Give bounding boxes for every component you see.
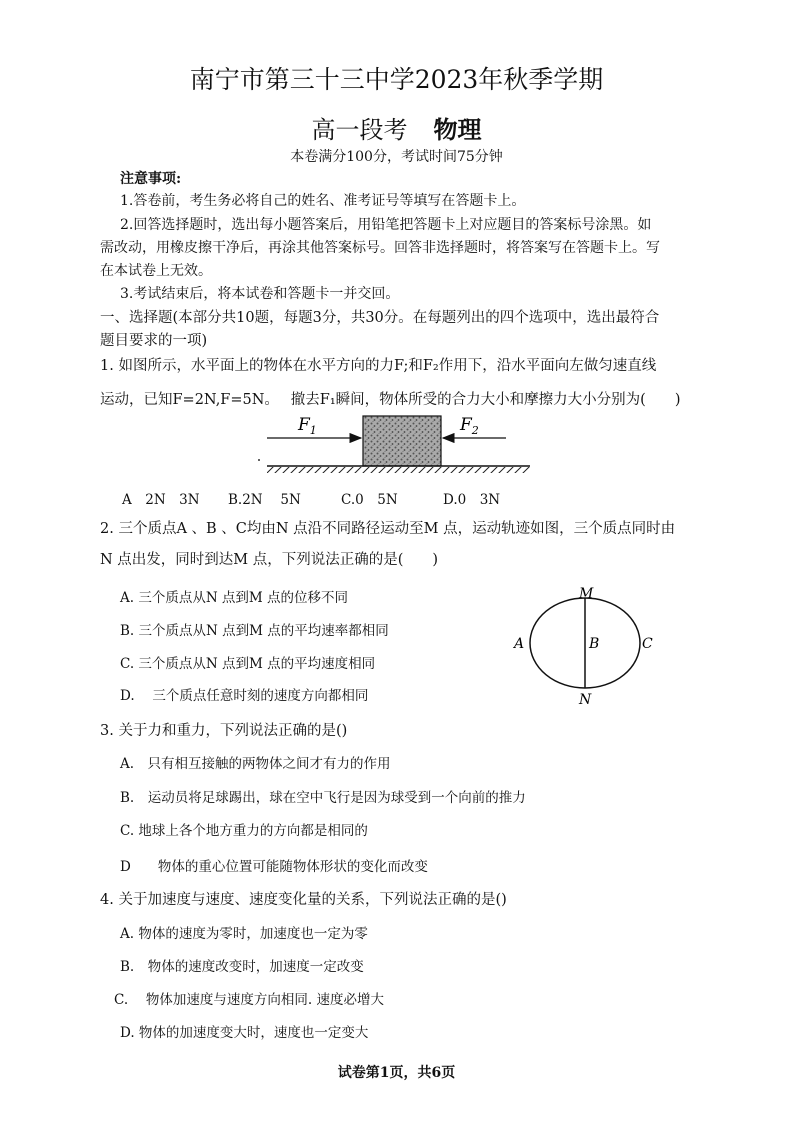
exam-subtitle [0,110,793,145]
question-4-option-c: C. 物体加速度与速度方向相同. 速度必增大 [114,992,385,1008]
path-b-label: B [589,636,600,652]
question-4-option-a: A. 物体的速度为零时，加速度也一定为零 [120,926,368,942]
notice-item: 3.考试结束后，将本试卷和答题卡一并交回。 [120,286,400,302]
question-2-stem: 2. 三个质点A 、B 、C均由N 点沿不同路径运动至M 点，运动轨迹如图，三个质点同时由 [100,521,676,537]
question-4-stem: 4. 关于加速度与速度、速度变化量的关系，下列说法正确的是() [100,892,507,908]
notice-item: 1.答卷前，考生务必将自己的姓名、准考证号等填写在答题卡上。 [120,193,526,209]
question-3-stem: 3. 关于力和重力，下列说法正确的是() [100,723,348,739]
notice-item: 2.回答选择题时，选出每小题答案后，用铅笔把答题卡上对应题目的答案标号涂黑。如 [120,217,652,233]
question-1-option-d: D.0 3N [443,492,501,508]
notice-item: 需改动，用橡皮擦干净后，再涂其他答案标号。回答非选择题时，将答案写在答题卡上。写 [100,240,660,256]
question-2-option-b: B. 三个质点从N 点到M 点的平均速率都相同 [120,623,389,639]
force-f1-label: $F_1$ [298,415,317,437]
question-2-option-c: C. 三个质点从N 点到M 点的平均速度相同 [120,656,376,672]
question-1-option-c: C.0 5N [341,492,398,508]
question-1-figure [250,410,540,480]
question-2-stem-cont: N 点出发，同时到达M 点，下列说法正确的是( ) [100,552,439,568]
subject-label: 物理 [433,115,482,144]
question-1-option-a: A 2N 3N [122,492,200,508]
section-heading: 一、选择题(本部分共10题，每题3分，共30分。在每题列出的四个选项中，选出最符合 [100,310,660,326]
section-heading-cont: 题目要求的一项) [100,333,208,349]
ground-hatch [267,467,530,473]
question-3-option-a: A. 只有相互接触的两物体之间才有力的作用 [120,756,391,772]
point-n-label: N [579,692,592,708]
exam-title: 南宁市第三十三中学2023年秋季学期 [189,65,604,94]
question-4-option-b: B. 物体的速度改变时，加速度一定改变 [120,959,364,975]
question-1-stem-cont: 运动，已知F=2N,F=5N。 撤去F₁瞬间，物体所受的合力大小和摩擦力大小分别为( ) [100,392,681,408]
question-1-stem: 1. 如图所示，水平面上的物体在水平方向的力F;和F₂作用下，沿水平面向左做匀速直线 [100,358,657,374]
notice-title: 注意事项: [120,171,182,187]
point-m-label: M [579,586,594,602]
question-3-option-d: D 物体的重心位置可能随物体形状的变化而改变 [120,859,428,875]
exam-meta: 本卷满分100分，考试时间75分钟 [290,149,503,165]
block [363,416,441,466]
dot-mark [258,459,260,461]
force-f2-label: $F_2$ [460,415,479,437]
question-1-option-b: B.2N 5N [228,492,301,508]
question-2-option-d: D. 三个质点任意时刻的速度方向都相同 [120,688,369,704]
question-4-option-d: D. 物体的加速度变大时，速度也一定变大 [120,1025,369,1041]
notice-item: 在本试卷上无效。 [100,263,212,279]
path-c-label: C [642,636,653,652]
question-3-option-c: C. 地球上各个地方重力的方向都是相同的 [120,823,368,839]
question-2-figure [505,585,665,710]
question-3-option-b: B. 运动员将足球踢出，球在空中飞行是因为球受到一个向前的推力 [120,790,526,806]
page-footer: 试卷第1页，共6页 [337,1065,456,1081]
path-a-label: A [514,636,525,652]
question-2-option-a: A. 三个质点从N 点到M 点的位移不同 [120,590,349,606]
grade-label: 高一段考 [311,116,408,144]
